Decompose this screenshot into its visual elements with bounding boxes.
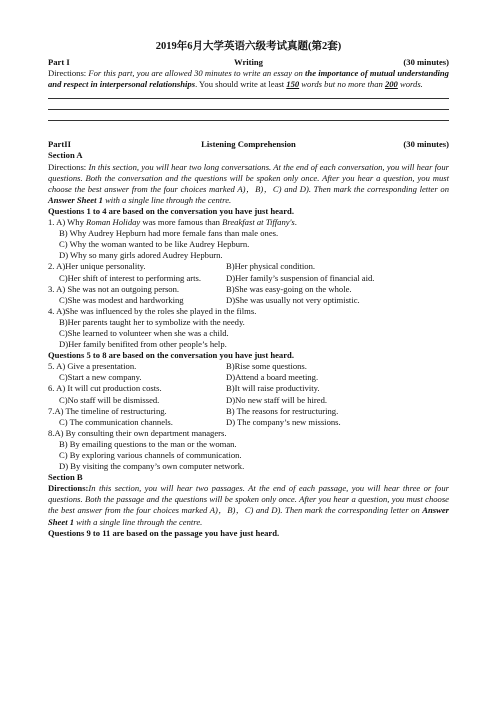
q4-option-b: B)Her parents taught her to symbolize with the needy. (59, 316, 245, 327)
question-group-heading: Questions 5 to 8 are based on the conversation you have just heard. (48, 350, 294, 361)
q2-option-a: 2. A)Her unique personality. (48, 261, 146, 272)
part1-header (48, 57, 449, 68)
q7-row-2 (48, 417, 449, 428)
q3-option-b: B)She was easy-going on the whole. (226, 283, 352, 294)
q2-option-d: D)Her family’s suspension of financial aid. (226, 272, 375, 283)
answer-sheet-ref: Answer Sheet 1 (48, 194, 103, 205)
writing-line (48, 98, 449, 99)
q3-row-2 (48, 295, 449, 306)
q7-option-d: D) The company’s new missions. (226, 416, 341, 427)
q7-row-1 (48, 406, 449, 417)
section-b-heading: Section B (48, 472, 83, 483)
directions-text: . You should write at least (195, 79, 287, 90)
q1-option-c: C) Why the woman wanted to be like Audrey Hepburn. (59, 239, 250, 250)
directions-text: For this part, you are allowed 30 minutes to write an essay on (88, 68, 306, 79)
directions-text: words but no more than (299, 79, 385, 90)
part2-name: Listening Comprehension (201, 139, 296, 150)
min-words: 150 (286, 79, 300, 90)
answer-sheet-ref: Answer Sheet 1 (48, 505, 449, 527)
directions-label: Directions: (48, 68, 89, 79)
q4-option-a: 4. A)She was influenced by the roles she played in the films. (48, 305, 257, 316)
q5-option-b: B)Rise some questions. (226, 361, 307, 372)
exam-page (48, 41, 449, 539)
q2-option-b: B)Her physical condition. (226, 261, 316, 272)
max-words: 200 (384, 79, 398, 90)
q5-row-1 (48, 361, 449, 372)
q4-option-d: D)Her family benifited from other people’s help. (59, 339, 227, 350)
part1-time: (30 minutes) (403, 57, 449, 68)
q6-row-2 (48, 395, 449, 406)
q2-option-c: C)Her shift of interest to performing arts. (59, 272, 201, 283)
q2-row-2 (48, 273, 449, 284)
section-a-heading: Section A (48, 150, 83, 161)
page-title: 2019年6月大学英语六级考试真题(第2套) (155, 41, 342, 52)
section-b-directions (48, 483, 449, 527)
q8-option-d: D) By visiting the company’s own computer network. (59, 461, 245, 472)
q6-option-a: 6. A) It will cut production costs. (48, 383, 162, 394)
part2-time: (30 minutes) (403, 139, 449, 150)
directions-text: with a single line through the centre. (102, 194, 232, 205)
directions-label: Directions: (48, 483, 89, 494)
q1-option-a: 1. A) Why Roman Holiday was more famous than Breakfast at Tiffany's. (48, 217, 297, 228)
essay-topic: the importance of mutual understanding and respect in interpersonal relationships (48, 68, 449, 90)
part2-label: PartII (48, 139, 71, 150)
directions-text: with a single line through the centre. (74, 516, 203, 527)
q6-row-1 (48, 383, 449, 394)
q7-option-b: B) The reasons for restructuring. (226, 405, 339, 416)
q1-option-b: B) Why Audrey Hepburn had more female fans than male ones. (59, 228, 279, 239)
q4-option-c: C)She learned to volunteer when she was a child. (59, 327, 229, 338)
q5-option-a: 5. A) Give a presentation. (48, 361, 137, 372)
question-group-heading: Questions 1 to 4 are based on the conversation you have just heard. (48, 205, 294, 216)
q3-row-1 (48, 284, 449, 295)
part2-header (48, 139, 449, 150)
directions-label: Directions: (48, 161, 89, 172)
part1-directions (48, 68, 449, 90)
q8-option-c: C) By exploring various channels of communication. (59, 450, 242, 460)
directions-text: In this section, you will hear two long conversations. At the end of each conversation, you will hear four questions. Both the conversation and the questions will be spoken only once. After you hear a question, you must choose the best answer from the four choices marked A)，B)，C) and D). Then mark the corresponding letter on (48, 161, 449, 194)
q5-option-d: D)Attend a board meeting. (226, 372, 319, 383)
directions-text: words. (397, 79, 423, 90)
q7-option-c: C) The communication channels. (59, 416, 173, 427)
q7-option-a: 7.A) The timeline of restructuring. (48, 405, 167, 416)
q8-option-a: 8.A) By consulting their own department managers. (48, 427, 227, 438)
q6-option-d: D)No new staff will be hired. (226, 394, 328, 405)
q8-option-b: B) By emailing questions to the man or the woman. (59, 438, 237, 449)
q5-row-2 (48, 372, 449, 383)
q2-row-1 (48, 261, 449, 272)
part1-name: Writing (234, 57, 263, 68)
question-group-heading: Questions 9 to 11 are based on the passage you have just heard. (48, 527, 280, 538)
writing-line (48, 109, 449, 110)
q1-option-d: D) Why so many girls adored Audrey Hepburn. (59, 250, 223, 261)
q5-option-c: C)Start a new company. (59, 372, 142, 383)
q3-option-c: C)She was modest and hardworking (59, 294, 184, 305)
q3-option-d: D)She was usually not very optimistic. (226, 294, 360, 305)
q6-option-c: C)No staff will be dismissed. (59, 394, 160, 405)
part1-label: Part I (48, 57, 70, 68)
q6-option-b: B)It will raise productivity. (226, 383, 320, 394)
section-a-directions (48, 162, 449, 206)
q3-option-a: 3. A) She was not an outgoing person. (48, 283, 180, 294)
directions-text: In this section, you will hear two passages. At the end of each passage, you will hear three or four questions. Both the passage and the questions will be spoken only once. After you hear a question, you must choose the best answer from the four choices marked A)，B)，C) and D). Then mark the corresponding letter on (48, 483, 449, 516)
